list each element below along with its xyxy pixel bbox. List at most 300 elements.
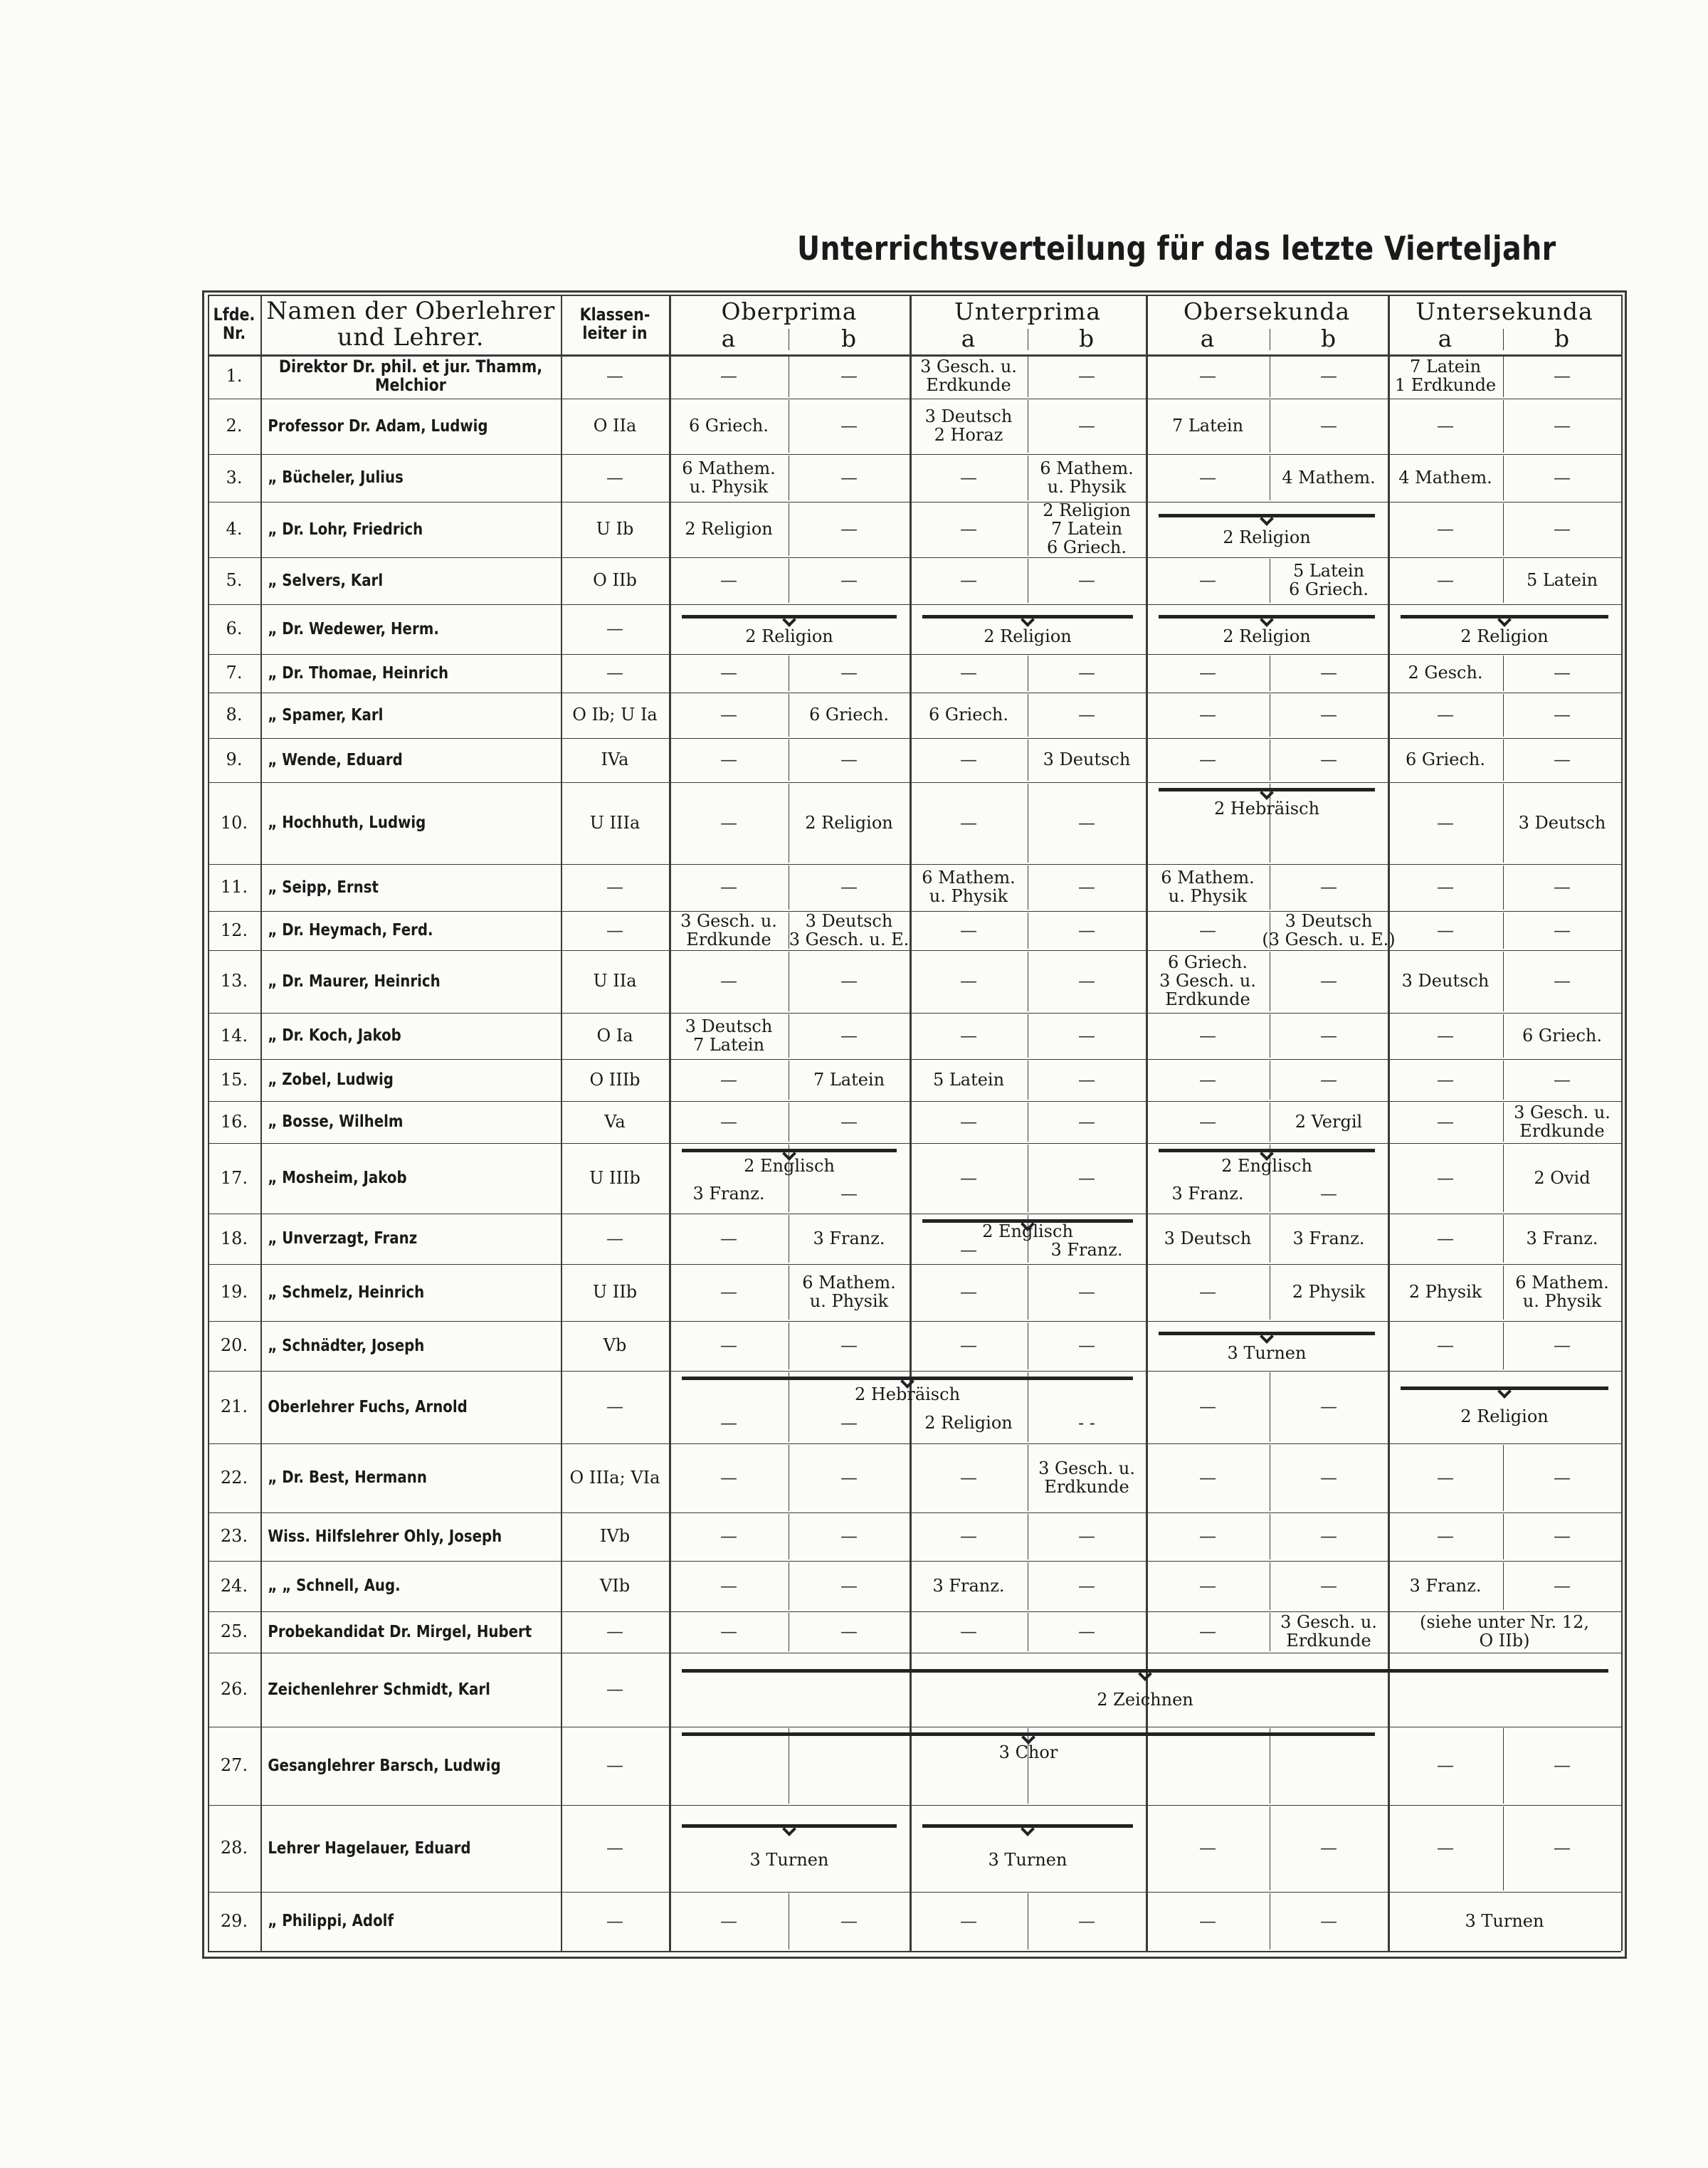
lesson-cell: — bbox=[720, 1282, 737, 1303]
lesson-cell: — bbox=[960, 1025, 977, 1046]
lesson-cell: 2 Religion bbox=[805, 812, 893, 833]
lesson-cell: — bbox=[720, 705, 737, 725]
lesson-cell: 5 Latein bbox=[932, 1069, 1005, 1090]
lesson-cell: — bbox=[1554, 705, 1571, 725]
header-sub-unterprima-a: a bbox=[961, 325, 976, 353]
klassenleiter-cell: — bbox=[606, 1679, 623, 1700]
lesson-cell: — bbox=[1554, 1755, 1571, 1776]
lesson-cell: — bbox=[720, 366, 737, 386]
row-number: 26. bbox=[220, 1679, 248, 1700]
frame-left bbox=[202, 290, 204, 1958]
lesson-cell: — bbox=[1437, 1335, 1454, 1356]
lesson-cell: — bbox=[960, 467, 977, 488]
header-klassenleiter: Klassen- leiter in bbox=[579, 305, 650, 343]
teacher-name: „ Wende, Eduard bbox=[268, 750, 403, 769]
header-group-obersekunda: Obersekunda bbox=[1183, 298, 1351, 326]
lesson-cell: — bbox=[720, 1069, 737, 1090]
row-number: 22. bbox=[220, 1467, 248, 1488]
row-number: 27. bbox=[220, 1755, 248, 1776]
lesson-cell: 5 Latein bbox=[1526, 570, 1598, 591]
teacher-name: Lehrer Hagelauer, Eduard bbox=[268, 1838, 471, 1858]
teacher-name: „ Bücheler, Julius bbox=[268, 468, 404, 488]
lesson-cell: — bbox=[1437, 812, 1454, 833]
lesson-cell: — bbox=[960, 663, 977, 683]
lesson-cell: 4 Mathem. bbox=[1398, 467, 1492, 488]
lesson-cell: — bbox=[1437, 1228, 1454, 1248]
lesson-cell: 6 Mathem. u. Physik bbox=[1040, 458, 1134, 497]
lesson-cell: — bbox=[840, 663, 858, 683]
lesson-cell: 6 Mathem. u. Physik bbox=[682, 458, 776, 497]
teacher-name: „ Seipp, Ernst bbox=[268, 878, 379, 897]
klassenleiter-cell: — bbox=[606, 877, 623, 898]
lesson-cell: — bbox=[1320, 749, 1337, 770]
lesson-cell: — bbox=[840, 1335, 858, 1356]
klassenleiter-cell: — bbox=[606, 1838, 623, 1858]
lesson-cell: — bbox=[1078, 570, 1095, 591]
lesson-cell: 3 Franz. bbox=[932, 1575, 1005, 1596]
lesson-cell: (siehe unter Nr. 12, O IIb) bbox=[1420, 1612, 1589, 1651]
lesson-cell: — bbox=[1437, 705, 1454, 725]
lesson-cell: — bbox=[960, 570, 977, 591]
lesson-cell: 2 Religion bbox=[685, 519, 773, 540]
teacher-name: „ Dr. Lohr, Friedrich bbox=[268, 520, 423, 539]
lesson-cell: 2 Ovid bbox=[1534, 1167, 1591, 1188]
header-sub-rule bbox=[1503, 329, 1504, 350]
lesson-cell: — bbox=[1078, 1526, 1095, 1547]
lesson-cell: — bbox=[840, 1526, 858, 1547]
lesson-cell: — bbox=[1437, 1467, 1454, 1488]
lesson-cell: — bbox=[1554, 1069, 1571, 1090]
lesson-cell: — bbox=[720, 1111, 737, 1132]
klassenleiter-cell: — bbox=[606, 1755, 623, 1776]
lesson-cell: — bbox=[1199, 1838, 1216, 1858]
header-sub-unterprima-b: b bbox=[1078, 325, 1095, 353]
klassenleiter-cell: IVb bbox=[599, 1526, 631, 1547]
lesson-cell: — bbox=[960, 1910, 977, 1931]
row-number: 18. bbox=[220, 1228, 248, 1248]
lesson-cell: — bbox=[1320, 1910, 1337, 1931]
lesson-cell: — bbox=[1078, 1167, 1095, 1188]
teacher-name: „ Bosse, Wilhelm bbox=[268, 1112, 404, 1132]
lesson-cell: — bbox=[1320, 1467, 1337, 1488]
teacher-name: „ Dr. Wedewer, Herm. bbox=[268, 619, 439, 638]
lesson-cell: — bbox=[1199, 570, 1216, 591]
klassenleiter-cell: — bbox=[606, 619, 623, 639]
lesson-cell: — bbox=[1078, 920, 1095, 940]
lesson-cell: — bbox=[1554, 366, 1571, 386]
row-number: 25. bbox=[220, 1621, 248, 1642]
lesson-cell: — bbox=[1199, 366, 1216, 386]
lesson-cell: — bbox=[1437, 1025, 1454, 1046]
lesson-cell: — bbox=[1078, 1910, 1095, 1931]
lesson-cell: — bbox=[840, 1910, 858, 1931]
column-rule bbox=[1621, 295, 1623, 1951]
lesson-cell: — bbox=[960, 1111, 977, 1132]
lesson-cell: — bbox=[1199, 749, 1216, 770]
lesson-cell: — bbox=[1078, 1282, 1095, 1303]
lesson-cell: — bbox=[960, 812, 977, 833]
lesson-cell: — bbox=[1320, 1526, 1337, 1547]
lesson-cell: 3 Franz. bbox=[813, 1228, 885, 1248]
lesson-cell: — bbox=[1437, 416, 1454, 436]
teacher-name: „ Selvers, Karl bbox=[268, 571, 384, 590]
lesson-cell: — bbox=[1437, 1838, 1454, 1858]
lesson-cell: 3 Deutsch bbox=[1401, 971, 1490, 991]
lesson-cell: 2 Englisch bbox=[982, 1221, 1073, 1241]
lesson-cell: — bbox=[1554, 416, 1571, 436]
lesson-cell: — bbox=[1437, 1167, 1454, 1188]
lesson-cell: 3 Franz. bbox=[692, 1184, 765, 1204]
header-sub-oberprima-a: a bbox=[721, 325, 737, 353]
lesson-cell: — bbox=[960, 1167, 977, 1188]
lesson-cell: — bbox=[1199, 1025, 1216, 1046]
lesson-cell: 6 Mathem. u. Physik bbox=[802, 1273, 896, 1311]
klassenleiter-cell: U IIIb bbox=[589, 1167, 640, 1188]
header-sub-untersekunda-a: a bbox=[1438, 325, 1453, 353]
lesson-cell: 2 Religion bbox=[1223, 527, 1311, 547]
lesson-cell: — bbox=[1320, 416, 1337, 436]
header-nr: Lfde. Nr. bbox=[213, 305, 255, 343]
lesson-cell: — bbox=[1320, 705, 1337, 725]
lesson-cell: — bbox=[1078, 1111, 1095, 1132]
row-number: 23. bbox=[220, 1526, 248, 1547]
lesson-cell: — bbox=[1554, 749, 1571, 770]
lesson-cell: 7 Latein bbox=[1171, 416, 1244, 436]
teacher-name: „ Zobel, Ludwig bbox=[268, 1070, 394, 1090]
lesson-cell: — bbox=[840, 519, 858, 540]
lesson-cell: 2 Religion bbox=[984, 626, 1072, 646]
lesson-cell: 3 Franz. bbox=[1409, 1575, 1482, 1596]
lesson-cell: 3 Chor bbox=[998, 1742, 1058, 1762]
lesson-cell: — bbox=[1554, 1526, 1571, 1547]
lesson-cell: — bbox=[1437, 1111, 1454, 1132]
row-number: 19. bbox=[220, 1282, 248, 1303]
row-number: 12. bbox=[220, 920, 248, 940]
lesson-cell: — bbox=[960, 1335, 977, 1356]
row-number: 8. bbox=[226, 705, 243, 725]
lesson-cell: — bbox=[1199, 1575, 1216, 1596]
lesson-cell: 3 Turnen bbox=[1227, 1342, 1307, 1363]
lesson-cell: — bbox=[1320, 877, 1337, 898]
lesson-cell: 3 Turnen bbox=[1465, 1910, 1544, 1931]
klassenleiter-cell: — bbox=[606, 1228, 623, 1248]
lesson-cell: 2 Religion bbox=[1223, 626, 1311, 646]
lesson-cell: — bbox=[1320, 1184, 1337, 1204]
klassenleiter-cell: U IIIa bbox=[589, 812, 640, 833]
row-number: 21. bbox=[220, 1396, 248, 1417]
lesson-cell: — bbox=[960, 1526, 977, 1547]
klassenleiter-cell: O Ia bbox=[596, 1025, 633, 1046]
lesson-cell: — bbox=[1437, 1755, 1454, 1776]
lesson-cell: — bbox=[1199, 1396, 1216, 1417]
klassenleiter-cell: O Ib; U Ia bbox=[572, 705, 658, 725]
teacher-name: „ Mosheim, Jakob bbox=[268, 1169, 407, 1188]
lesson-cell: — bbox=[840, 1413, 858, 1433]
header-group-untersekunda: Untersekunda bbox=[1416, 298, 1593, 326]
header-name: Namen der Oberlehrer und Lehrer. bbox=[266, 297, 555, 352]
lesson-cell: — bbox=[840, 1184, 858, 1204]
lesson-cell: — bbox=[720, 812, 737, 833]
lesson-cell: — bbox=[1078, 663, 1095, 683]
page-title: Unterrichtsverteilung für das letzte Vierteljahr bbox=[797, 229, 1556, 268]
lesson-cell: — bbox=[1199, 1467, 1216, 1488]
lesson-cell: 2 Religion bbox=[924, 1413, 1013, 1433]
lesson-cell: 7 Latein 1 Erdkunde bbox=[1394, 357, 1497, 395]
klassenleiter-cell: Vb bbox=[603, 1335, 627, 1356]
lesson-cell: 3 Deutsch bbox=[1164, 1228, 1252, 1248]
lesson-cell: — bbox=[1078, 971, 1095, 991]
lesson-cell: 6 Griech. bbox=[1522, 1025, 1602, 1046]
teacher-name: „ Dr. Koch, Jakob bbox=[268, 1026, 401, 1046]
lesson-cell: — bbox=[960, 1621, 977, 1642]
teacher-name: Zeichenlehrer Schmidt, Karl bbox=[268, 1680, 490, 1699]
lesson-cell: — bbox=[720, 1575, 737, 1596]
lesson-cell: — bbox=[1199, 467, 1216, 488]
lesson-cell: 2 Englisch bbox=[1221, 1156, 1312, 1177]
teacher-name: Probekandidat Dr. Mirgel, Hubert bbox=[268, 1622, 532, 1641]
klassenleiter-cell: O IIIb bbox=[589, 1069, 640, 1090]
row-number: 28. bbox=[220, 1838, 248, 1858]
klassenleiter-cell: — bbox=[606, 1910, 623, 1931]
lesson-cell: — bbox=[720, 877, 737, 898]
lesson-cell: 3 Franz. bbox=[1292, 1228, 1365, 1248]
lesson-cell: — bbox=[1554, 1838, 1571, 1858]
lesson-cell: — bbox=[1554, 1575, 1571, 1596]
lesson-cell: 3 Gesch. u. Erdkunde bbox=[1038, 1458, 1135, 1497]
lesson-cell: 2 Religion bbox=[1460, 626, 1549, 646]
lesson-cell: — bbox=[1078, 1335, 1095, 1356]
lesson-cell: — bbox=[1554, 519, 1571, 540]
teacher-name: „ Hochhuth, Ludwig bbox=[268, 814, 426, 833]
row-number: 15. bbox=[220, 1069, 248, 1090]
lesson-cell: 6 Griech. bbox=[689, 416, 769, 436]
lesson-cell: 2 Gesch. bbox=[1408, 663, 1483, 683]
lesson-cell: 3 Deutsch 2 Horaz bbox=[924, 406, 1013, 445]
teacher-name: „ Dr. Maurer, Heinrich bbox=[268, 972, 441, 991]
lesson-cell: — bbox=[1078, 705, 1095, 725]
lesson-cell: — bbox=[1554, 877, 1571, 898]
lesson-cell: — bbox=[840, 877, 858, 898]
lesson-cell: — bbox=[1437, 519, 1454, 540]
lesson-cell: 3 Gesch. u. Erdkunde bbox=[1280, 1612, 1377, 1651]
lesson-cell: — bbox=[1554, 1467, 1571, 1488]
lesson-cell: — bbox=[840, 749, 858, 770]
lesson-cell: 3 Deutsch 7 Latein bbox=[685, 1016, 773, 1055]
lesson-cell: — bbox=[840, 467, 858, 488]
lesson-cell: — bbox=[720, 1228, 737, 1248]
lesson-cell: 3 Deutsch 3 Gesch. u. E. bbox=[789, 910, 910, 949]
lesson-cell: — bbox=[720, 1335, 737, 1356]
lesson-cell: — bbox=[720, 749, 737, 770]
lesson-cell: — bbox=[720, 570, 737, 591]
lesson-cell: — bbox=[720, 1413, 737, 1433]
lesson-cell: — bbox=[1437, 1526, 1454, 1547]
lesson-cell: — bbox=[1320, 1575, 1337, 1596]
lesson-cell: 3 Deutsch bbox=[1518, 812, 1606, 833]
teacher-name: „ Dr. Thomae, Heinrich bbox=[268, 663, 449, 683]
lesson-cell: — bbox=[1554, 920, 1571, 940]
lesson-cell: — bbox=[1199, 1526, 1216, 1547]
lesson-cell: — bbox=[1199, 705, 1216, 725]
frame-top bbox=[202, 290, 1627, 293]
lesson-cell: — bbox=[720, 663, 737, 683]
frame-right bbox=[1625, 290, 1627, 1958]
lesson-cell: — bbox=[840, 570, 858, 591]
lesson-cell: 2 Physik bbox=[1292, 1282, 1366, 1303]
row-number: 14. bbox=[220, 1025, 248, 1046]
lesson-cell: — bbox=[1554, 467, 1571, 488]
lesson-cell: — bbox=[1320, 1025, 1337, 1046]
lesson-cell: — bbox=[720, 1467, 737, 1488]
lesson-cell: 2 Hebräisch bbox=[1213, 798, 1320, 819]
lesson-cell: — bbox=[840, 366, 858, 386]
row-number: 20. bbox=[220, 1335, 248, 1356]
lesson-cell: 3 Deutsch bbox=[1043, 749, 1131, 770]
lesson-cell: 6 Griech. bbox=[1406, 749, 1485, 770]
teacher-name: Gesanglehrer Barsch, Ludwig bbox=[268, 1756, 501, 1775]
lesson-cell: — bbox=[1199, 1069, 1216, 1090]
klassenleiter-cell: O IIb bbox=[593, 570, 637, 591]
row-number: 10. bbox=[220, 812, 248, 833]
lesson-cell: — bbox=[960, 519, 977, 540]
lesson-cell: 6 Mathem. u. Physik bbox=[1515, 1273, 1609, 1311]
teacher-name: Direktor Dr. phil. et jur. Thamm, Melchior bbox=[278, 357, 543, 395]
row-number: 2. bbox=[226, 416, 243, 436]
lesson-cell: — bbox=[960, 749, 977, 770]
lesson-cell: 6 Griech. bbox=[929, 705, 1008, 725]
lesson-cell: — bbox=[720, 971, 737, 991]
klassenleiter-cell: — bbox=[606, 920, 623, 940]
lesson-cell: 2 Zeichnen bbox=[1097, 1689, 1193, 1710]
header-group-unterprima: Unterprima bbox=[954, 298, 1102, 326]
row-number: 13. bbox=[220, 971, 248, 991]
lesson-cell: — bbox=[1320, 971, 1337, 991]
lesson-cell: 2 Religion bbox=[745, 626, 833, 646]
lesson-cell: — bbox=[840, 1111, 858, 1132]
lesson-cell: 3 Franz. bbox=[1050, 1239, 1123, 1260]
lesson-cell: — bbox=[1078, 416, 1095, 436]
lesson-cell: — bbox=[960, 971, 977, 991]
teacher-name: „ Dr. Heymach, Ferd. bbox=[268, 921, 433, 940]
teacher-name: „ Schnädter, Joseph bbox=[268, 1336, 425, 1355]
lesson-cell: — bbox=[960, 920, 977, 940]
klassenleiter-cell: — bbox=[606, 1396, 623, 1417]
lesson-cell: 3 Gesch. u. Erdkunde bbox=[680, 910, 777, 949]
teacher-name: „ Schmelz, Heinrich bbox=[268, 1283, 425, 1302]
lesson-cell: 2 Physik bbox=[1408, 1282, 1482, 1303]
lesson-cell: — bbox=[1199, 1910, 1216, 1931]
teacher-name: „ Dr. Best, Hermann bbox=[268, 1468, 427, 1488]
table-bottom-rule bbox=[208, 1951, 1621, 1952]
lesson-cell: — bbox=[840, 1467, 858, 1488]
klassenleiter-cell: — bbox=[606, 663, 623, 683]
lesson-cell: — bbox=[1554, 663, 1571, 683]
lesson-cell: — bbox=[840, 1575, 858, 1596]
lesson-cell: — bbox=[1437, 570, 1454, 591]
lesson-cell: — bbox=[1199, 1111, 1216, 1132]
teacher-name: Wiss. Hilfslehrer Ohly, Joseph bbox=[268, 1527, 502, 1546]
lesson-cell: — bbox=[1437, 877, 1454, 898]
klassenleiter-cell: U Ib bbox=[596, 519, 634, 540]
row-number: 3. bbox=[226, 467, 243, 488]
lesson-cell: — bbox=[1320, 1396, 1337, 1417]
teacher-name: „ „ Schnell, Aug. bbox=[268, 1577, 401, 1596]
lesson-cell: — bbox=[1078, 1621, 1095, 1642]
header-group-oberprima: Oberprima bbox=[721, 298, 858, 326]
lesson-cell: — bbox=[1078, 366, 1095, 386]
teacher-name: „ Unverzagt, Franz bbox=[268, 1229, 418, 1248]
klassenleiter-cell: IVa bbox=[601, 749, 629, 770]
lesson-cell: — bbox=[1437, 920, 1454, 940]
lesson-cell: — bbox=[960, 1467, 977, 1488]
row-number: 24. bbox=[220, 1575, 248, 1596]
klassenleiter-cell: — bbox=[606, 1621, 623, 1642]
lesson-cell: 2 Englisch bbox=[744, 1156, 835, 1177]
lesson-cell: 2 Vergil bbox=[1295, 1111, 1363, 1132]
row-number: 9. bbox=[226, 749, 243, 770]
lesson-cell: — bbox=[1320, 366, 1337, 386]
lesson-cell: — bbox=[840, 416, 858, 436]
row-number: 7. bbox=[226, 663, 243, 683]
lesson-cell: — bbox=[720, 1910, 737, 1931]
lesson-cell: — bbox=[1320, 663, 1337, 683]
lesson-cell: 4 Mathem. bbox=[1282, 467, 1376, 488]
lesson-cell: — bbox=[1437, 1069, 1454, 1090]
lesson-cell: 6 Mathem. u. Physik bbox=[1161, 868, 1255, 906]
teacher-name: Professor Dr. Adam, Ludwig bbox=[268, 416, 488, 436]
lesson-cell: — bbox=[840, 1621, 858, 1642]
lesson-cell: 6 Griech. bbox=[809, 705, 889, 725]
frame-bottom bbox=[202, 1957, 1627, 1959]
lesson-cell: — bbox=[1078, 1069, 1095, 1090]
lesson-cell: 3 Gesch. u. Erdkunde bbox=[1514, 1102, 1611, 1141]
lesson-cell: 2 Religion bbox=[1460, 1406, 1549, 1427]
klassenleiter-cell: O IIIa; VIa bbox=[569, 1467, 660, 1488]
lesson-cell: — bbox=[1078, 1025, 1095, 1046]
lesson-cell: — bbox=[1199, 920, 1216, 940]
klassenleiter-cell: — bbox=[606, 467, 623, 488]
klassenleiter-cell: U IIa bbox=[593, 971, 637, 991]
lesson-cell: — bbox=[1199, 1282, 1216, 1303]
klassenleiter-cell: — bbox=[606, 366, 623, 386]
lesson-cell: — bbox=[1078, 877, 1095, 898]
teacher-name: „ Philippi, Adolf bbox=[268, 1912, 394, 1931]
header-sub-oberprima-b: b bbox=[840, 325, 858, 353]
header-sub-untersekunda-b: b bbox=[1554, 325, 1571, 353]
lesson-cell: - - bbox=[1078, 1413, 1095, 1433]
row-number: 11. bbox=[220, 877, 248, 898]
lesson-cell: 6 Mathem. u. Physik bbox=[922, 868, 1016, 906]
lesson-cell: — bbox=[960, 1282, 977, 1303]
lesson-cell: 5 Latein 6 Griech. bbox=[1289, 561, 1369, 599]
lesson-cell: — bbox=[1320, 1838, 1337, 1858]
lesson-cell: — bbox=[1554, 1335, 1571, 1356]
teacher-name: „ Spamer, Karl bbox=[268, 705, 384, 725]
klassenleiter-cell: VIb bbox=[599, 1575, 631, 1596]
lesson-cell: 3 Gesch. u. Erdkunde bbox=[920, 357, 1017, 395]
row-number: 17. bbox=[220, 1167, 248, 1188]
lesson-cell: — bbox=[1078, 1575, 1095, 1596]
lesson-cell: — bbox=[960, 1239, 977, 1260]
row-number: 4. bbox=[226, 519, 243, 540]
header-sub-obersekunda-b: b bbox=[1320, 325, 1337, 353]
teacher-name: Oberlehrer Fuchs, Arnold bbox=[268, 1397, 468, 1416]
lesson-cell: — bbox=[1199, 663, 1216, 683]
lesson-cell: — bbox=[1554, 971, 1571, 991]
lesson-cell: 3 Deutsch (3 Gesch. u. E.) bbox=[1262, 910, 1396, 949]
lesson-cell: — bbox=[1320, 1069, 1337, 1090]
header-sub-obersekunda-a: a bbox=[1200, 325, 1216, 353]
